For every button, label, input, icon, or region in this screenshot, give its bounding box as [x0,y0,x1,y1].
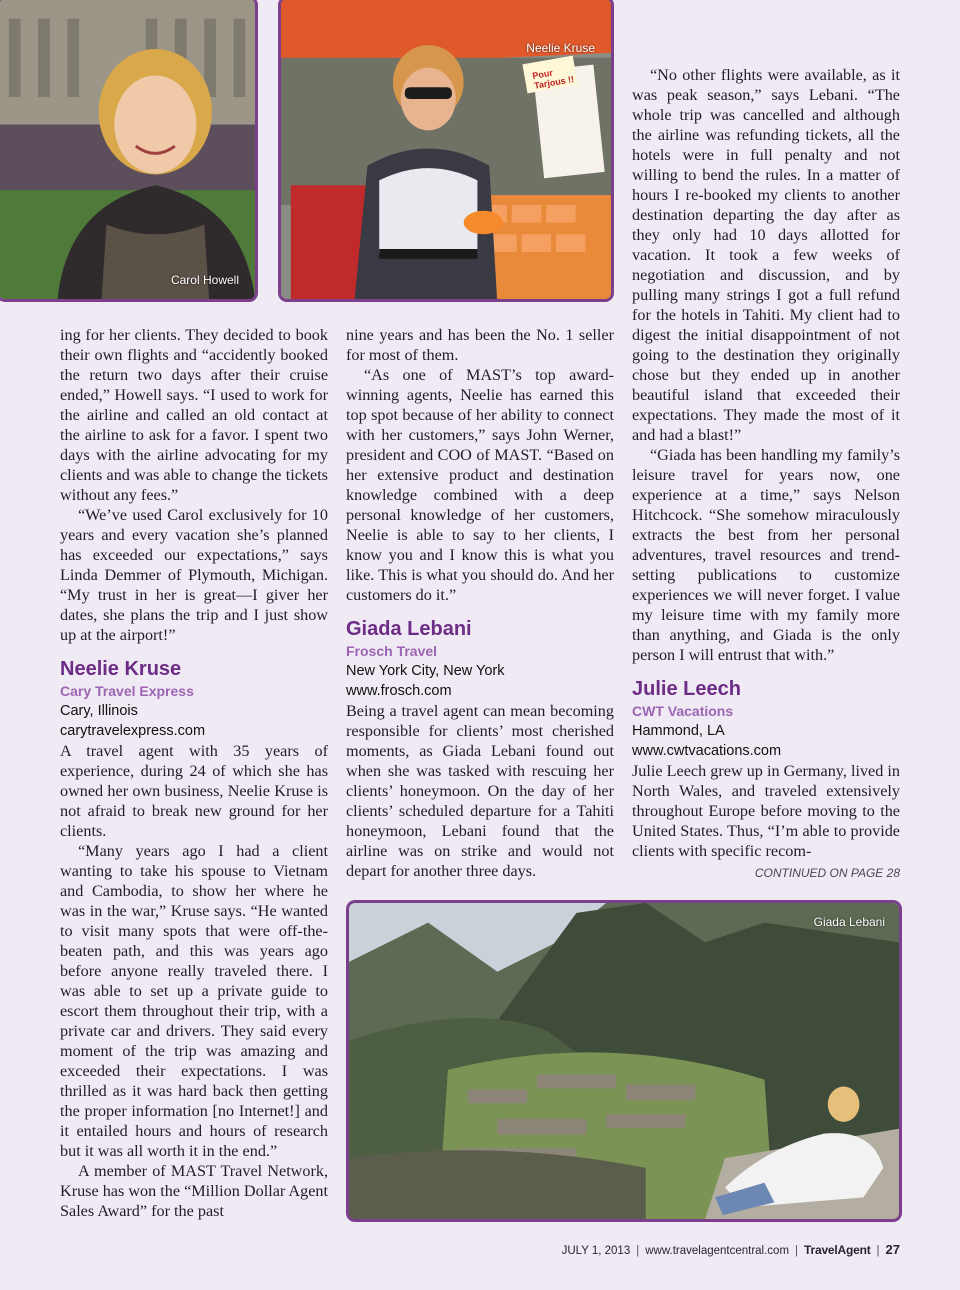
column-1 [60,325,328,1221]
machu-picchu-illustration [349,903,899,1219]
col2-paragraph-3: Being a travel agent can mean becoming responsible for clients’ most cherished moments, as Giada Lebani found out when she was tasked with rescuing her clients’ honeymoon. On the day of her clients’ scheduled departure for a Tahiti honeymoon, Lebani found that the airline was on strike and would not depart for another three days. [346,702,614,880]
page-footer: JULY 1, 2013 | www.travelagentcentral.com | TravelAgent | 27 [561,1242,900,1257]
price-sign-text: Pour Tarjous !! [531,67,575,91]
col1-paragraph-2: “We’ve used Carol exclusively for 10 years and every vacation she’s planned has exceeded our expectations,” says Linda Demmer of Plymouth, Michigan. “My trust in her is great—I giver her dates, she plans the trip and I just show up at the airport!” [60,506,328,644]
col1-paragraph-4: “Many years ago I had a client wanting to take his spouse to Vietnam and Cambodia, to show her where he was in the war,” Kruse says. “He wanted to visit many spots that were off-the-beaten path, and this was years ago before anyone really traveled there. I was able to set up a private guide to escort them throughout their trip, with a private car and drivers. They said every moment of the trip was amazing and exceeded their expectations. I was thrilled as it was hard back then getting the proper information [no Internet!] and it entailed hours and hours of research but it was all worth it in the end.” [60,842,328,1160]
agency-frosch-travel: Frosch Travel [346,643,438,659]
agency-cwt-vacations: CWT Vacations [632,703,734,719]
photo-giada-lebani [346,900,902,1222]
column-3 [632,65,900,883]
footer-website-link[interactable]: www.travelagentcentral.com [645,1245,790,1257]
agent-name-giada-lebani: Giada Lebani [346,618,472,640]
caption-carol-howell: Carol Howell [170,273,239,287]
col3-paragraph-1: “No other flights were available, as it was peak season,” says Lebani. “The whole trip was cancelled and although the airline was refunding tickets, all the hotels were in full penalty and not willing to bend the rules. In a matter of hours I re-booked my clients to another destination departing the day after as they only had 10 days allotted for vacation. It took a few weeks of negotiation and discussion, and by pulling many strings I got a full refund for the hotels in Tahiti. My client had to digest the initial disappointment of not going to the destination they originally chose but they ended up in another beautiful island that exceeded their expectations. They made the most of it and had a blast!” [632,66,900,444]
photo-neelie-kruse [278,0,614,302]
issue-date: JULY 1, 2013 [561,1245,631,1257]
col3-paragraph-3: Julie Leech grew up in Germany, lived in North Wales, and traveled extensively throughout Europe before moving to the United States. Thus, “I’m able to provide clients with specific recom- [632,762,900,860]
agent-website-link[interactable]: www.frosch.com [346,683,452,699]
agent-name-julie-leech: Julie Leech [632,678,741,700]
col1-paragraph-5: A member of MAST Travel Network, Kruse has won the “Million Dollar Agent Sales Award” for the past [60,1162,328,1220]
caption-giada-lebani: Giada Lebani [813,915,885,929]
column-2 [346,325,614,881]
continued-on-page-note: CONTINUED ON PAGE 28 [754,866,900,880]
agent-location: New York City, New York [346,663,505,679]
agent-website-link[interactable]: www.cwtvacations.com [632,743,782,759]
col2-paragraph-1: nine years and has been the No. 1 seller for most of them. [346,326,614,364]
carol-photo-illustration [0,0,255,299]
caption-neelie-kruse: Neelie Kruse [526,41,595,55]
col1-paragraph-3: A travel agent with 35 years of experience, during 24 of which she has owned her own business, Neelie Kruse is not afraid to break new ground for her clients. [60,742,328,840]
publication-brand: TravelAgent [804,1243,871,1257]
agency-cary-travel-express: Cary Travel Express [60,683,194,699]
col1-paragraph-1: ing for her clients. They decided to book their own flights and “accidently booked the return two days after their cruise ended,” Howell says. “I used to work for the airline and called an old contact at the airline to ask for a favor. I spent two days with the airline advocating for my clients and was able to change the tickets without any fees.” [60,326,328,504]
agent-name-neelie-kruse: Neelie Kruse [60,658,182,680]
col3-paragraph-2: “Giada has been handling my family’s leisure travel for years now, one experience at a time,” says Nelson Hitchcock. “She somehow miraculously extracts the best from her personal adventures, travel resources and trend-setting publications to customize experiences we will never forget. I value my leisure time with my family more than anything, and Giada is the only person I will entrust that with.” [632,446,900,664]
agent-website-link[interactable]: carytravelexpress.com [60,723,206,739]
page-number: 27 [885,1242,900,1257]
agent-location: Hammond, LA [632,723,725,739]
col2-paragraph-2: “As one of MAST’s top award-winning agents, Neelie has earned this top spot because of her ability to connect with her customers,” says John Werner, president and COO of MAST. “Based on her extensive product and destination knowledge combined with a deep personal knowledge of her customers, Neelie is able to say to her clients, I know you and I know this is what you like. This is what you should do. And her customers do it.” [346,366,614,604]
agent-location: Cary, Illinois [60,703,138,719]
photo-carol-howell [0,0,258,302]
